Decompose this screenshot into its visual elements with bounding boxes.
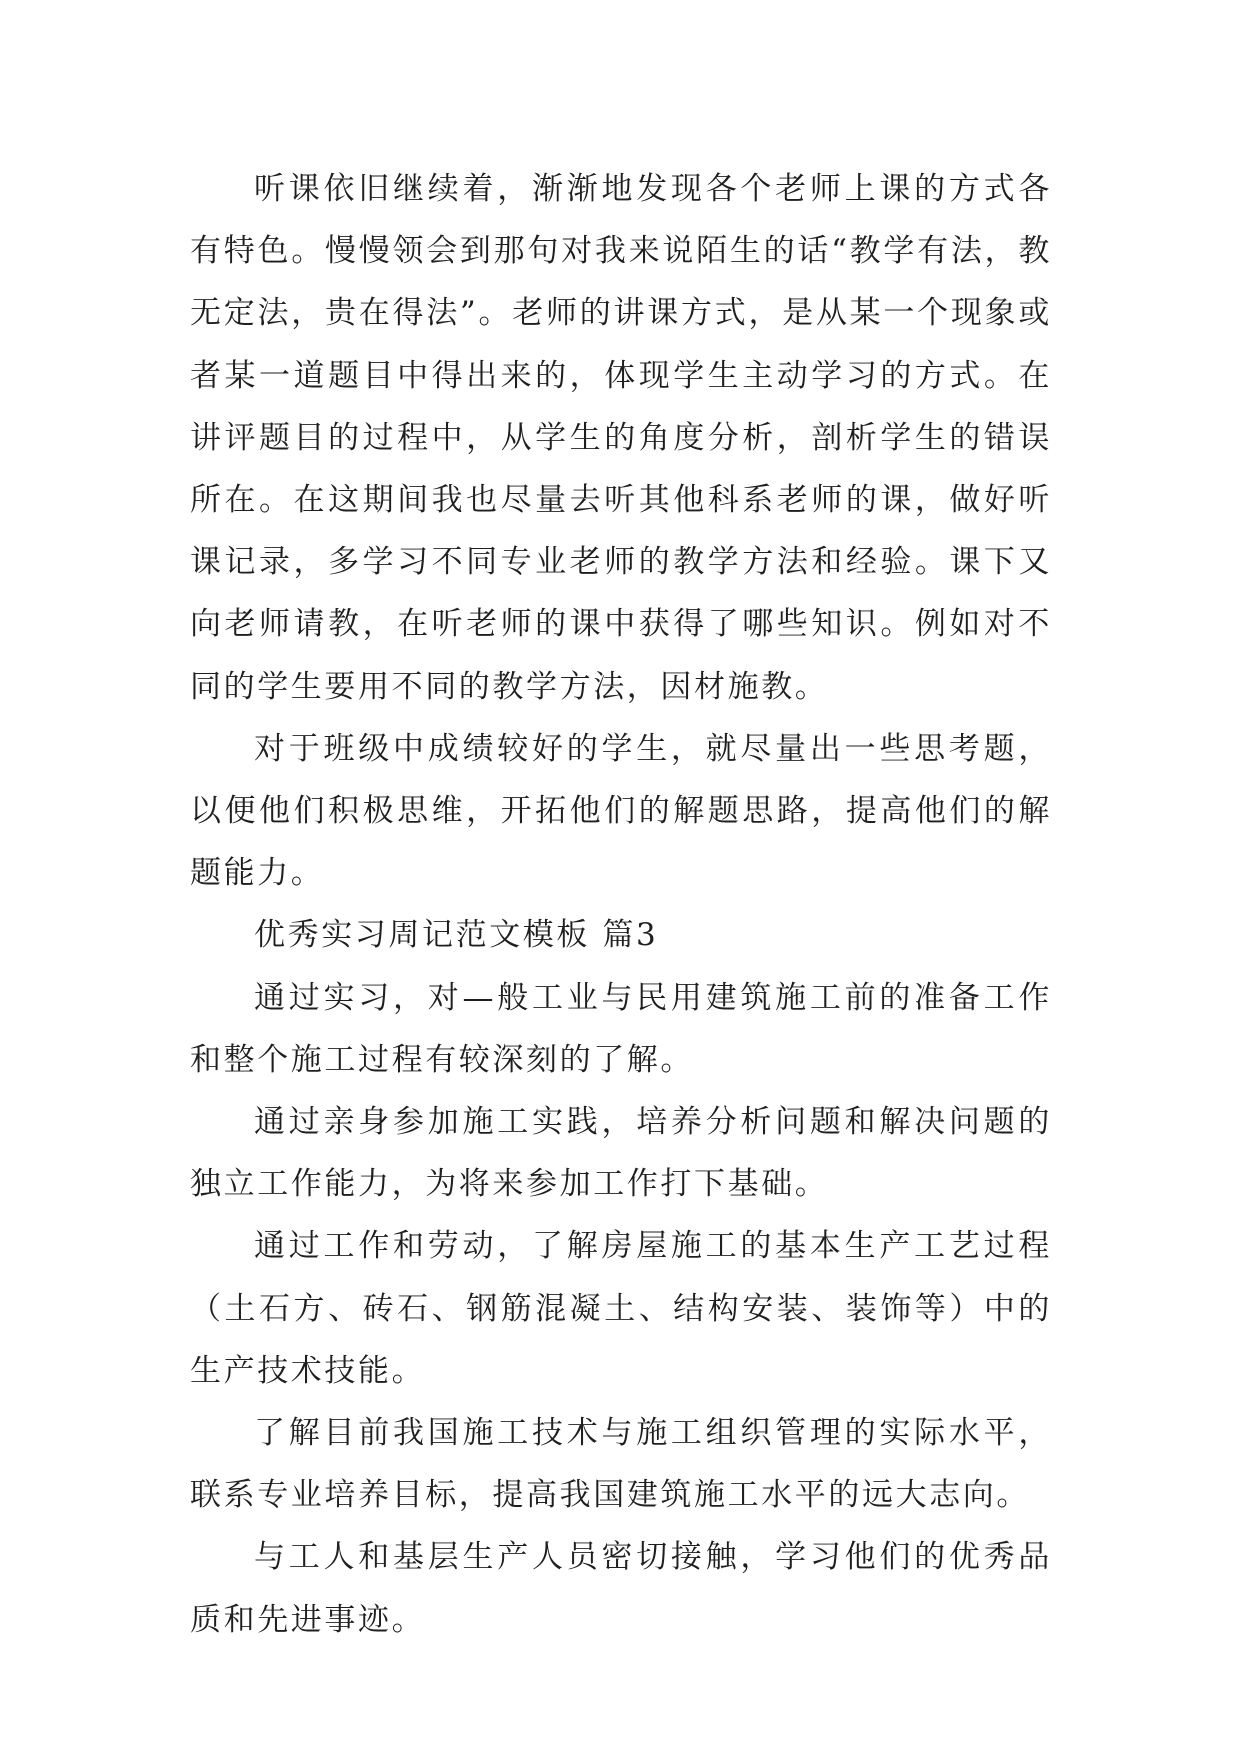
document-body bbox=[190, 158, 1052, 1651]
paragraph-workers-contact: 与工人和基层生产人员密切接触，学习他们的优秀品质和先进事迹。 bbox=[190, 1539, 1052, 1638]
paragraph-top-students: 对于班级中成绩较好的学生，就尽量出一些思考题，以便他们积极思维，开拓他们的解题思路，提高他们的解题能力。 bbox=[190, 730, 1052, 892]
section-heading: 优秀实习周记范文模板 篇3 bbox=[254, 917, 659, 954]
paragraph-current-level: 了解目前我国施工技术与施工组织管理的实际水平，联系专业培养目标，提高我国建筑施工水平的远大志向。 bbox=[190, 1415, 1052, 1514]
paragraph-internship-understanding: 通过实习，对—般工业与民用建筑施工前的准备工作和整个施工过程有较深刻的了解。 bbox=[190, 979, 1052, 1078]
paragraph-practice: 通过亲身参加施工实践，培养分析问题和解决问题的独立工作能力，为将来参加工作打下基础。 bbox=[190, 1104, 1052, 1203]
paragraph-work-and-labor: 通过工作和劳动，了解房屋施工的基本生产工艺过程（土石方、砖石、钢筋混凝土、结构安装、装饰等）中的生产技术技能。 bbox=[190, 1228, 1052, 1389]
paragraph-lecture-observation: 听课依旧继续着，渐渐地发现各个老师上课的方式各有特色。慢慢领会到那句对我来说陌生的话“教学有法，教无定法，贵在得法”。老师的讲课方式，是从某一个现象或者某一道题目中得出来的，体现学生主动学习的方式。在讲评题目的过程中，从学生的角度分析，剖析学生的错误所在。在这期间我也尽量去听其他科系老师的课，做好听课记录，多学习不同专业老师的教学方法和经验。课下又向老师请教，在听老师的课中获得了哪些知识。例如对不同的学生要用不同的教学方法，因材施教。 bbox=[190, 171, 1052, 705]
